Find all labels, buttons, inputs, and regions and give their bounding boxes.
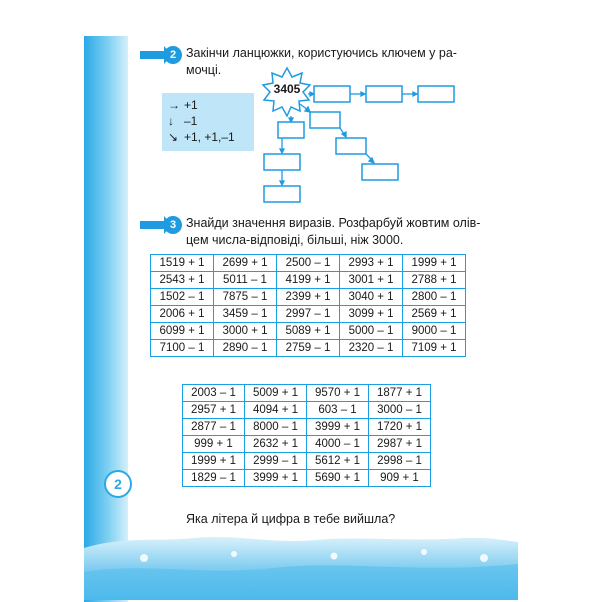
expressions-table-1 (150, 254, 466, 357)
expressions-table-2 (182, 384, 431, 487)
table-cell: 4000 – 1 (307, 436, 369, 453)
table-row (151, 323, 466, 340)
arrow-diagonal-icon: ↘ (168, 130, 179, 144)
chain-box (418, 86, 454, 102)
table-cell: 2800 – 1 (403, 289, 466, 306)
chain-box (366, 86, 402, 102)
blue-side-strip (84, 36, 128, 602)
table-cell: 2003 – 1 (183, 385, 245, 402)
table-cell: 2987 + 1 (369, 436, 431, 453)
table-cell: 2788 + 1 (403, 272, 466, 289)
task-3-text (186, 215, 480, 249)
table-row (183, 402, 431, 419)
table-row (183, 385, 431, 402)
key-box (162, 93, 254, 151)
arrow-down-icon: ↓ (168, 114, 174, 128)
table-cell: 1502 – 1 (151, 289, 214, 306)
key-row (168, 113, 254, 129)
table-cell: 7109 + 1 (403, 340, 466, 357)
table-row (151, 306, 466, 323)
table-cell: 2759 – 1 (277, 340, 340, 357)
arrow-right-icon: → (168, 98, 180, 112)
table-cell: 3099 + 1 (340, 306, 403, 323)
chain-box (336, 138, 366, 154)
table-cell: 2999 – 1 (245, 453, 307, 470)
table-cell: 2877 – 1 (183, 419, 245, 436)
table-row (183, 419, 431, 436)
table-cell: 5690 + 1 (307, 470, 369, 487)
table-cell: 3040 + 1 (340, 289, 403, 306)
chain-box (278, 122, 304, 138)
table-cell: 2500 – 1 (277, 255, 340, 272)
table-cell: 1999 + 1 (403, 255, 466, 272)
task-2-number: 2 (164, 46, 182, 64)
table-cell: 2998 – 1 (369, 453, 431, 470)
table-row (151, 289, 466, 306)
table-cell: 3001 + 1 (340, 272, 403, 289)
table-cell: 1829 – 1 (183, 470, 245, 487)
table-cell: 5011 – 1 (214, 272, 277, 289)
table-cell: 2006 + 1 (151, 306, 214, 323)
table-row (151, 255, 466, 272)
table-row (183, 453, 431, 470)
task-3-line-1: Знайди значення виразів. Розфарбуй жовтим олів- (186, 216, 481, 230)
table-cell: 6099 + 1 (151, 323, 214, 340)
table-cell: 4094 + 1 (245, 402, 307, 419)
table-cell: 8000 – 1 (245, 419, 307, 436)
task-3-number: 3 (164, 216, 182, 234)
table-cell: 2320 – 1 (340, 340, 403, 357)
chain-box (362, 164, 398, 180)
task-3-line-2: цем числа-відповіді, більші, ніж 3000. (186, 233, 404, 247)
table-cell: 9000 – 1 (403, 323, 466, 340)
table-cell: 1877 + 1 (369, 385, 431, 402)
table-cell: 5089 + 1 (277, 323, 340, 340)
chain-box (264, 154, 300, 170)
table-cell: 2957 + 1 (183, 402, 245, 419)
table-cell: 2993 + 1 (340, 255, 403, 272)
table-cell: 4199 + 1 (277, 272, 340, 289)
winter-landscape-illustration (84, 528, 518, 600)
table-row (151, 340, 466, 357)
key-row (168, 129, 254, 145)
chain-box (264, 186, 300, 202)
table-cell: 1519 + 1 (151, 255, 214, 272)
key-row (168, 97, 254, 113)
table-row (183, 436, 431, 453)
table-cell: 5612 + 1 (307, 453, 369, 470)
table-row (183, 470, 431, 487)
table-cell: 2569 + 1 (403, 306, 466, 323)
table-cell: 3000 + 1 (214, 323, 277, 340)
table-cell: 1720 + 1 (369, 419, 431, 436)
table-cell: 5000 – 1 (340, 323, 403, 340)
table-cell: 7100 – 1 (151, 340, 214, 357)
chain-box (314, 86, 350, 102)
table-cell: 3999 + 1 (245, 470, 307, 487)
task-2-line-1: Закінчи ланцюжки, користуючись ключем у ра- (186, 46, 457, 60)
table-cell: 3000 – 1 (369, 402, 431, 419)
table-cell: 2632 + 1 (245, 436, 307, 453)
table-cell: 2890 – 1 (214, 340, 277, 357)
table-cell: 2997 – 1 (277, 306, 340, 323)
table-cell: 7875 – 1 (214, 289, 277, 306)
task-2-line-2: мочці. (186, 63, 222, 77)
table-cell: 2543 + 1 (151, 272, 214, 289)
page-number: 2 (104, 470, 132, 498)
key-rule: –1 (184, 114, 198, 128)
table-cell: 3999 + 1 (307, 419, 369, 436)
table-cell: 999 + 1 (183, 436, 245, 453)
start-number: 3405 (273, 82, 301, 96)
table-cell: 2399 + 1 (277, 289, 340, 306)
task-3-marker (140, 214, 182, 236)
table-cell: 9570 + 1 (307, 385, 369, 402)
table-cell: 909 + 1 (369, 470, 431, 487)
table-cell: 5009 + 1 (245, 385, 307, 402)
chain-box (310, 112, 340, 128)
table-cell: 1999 + 1 (183, 453, 245, 470)
table-cell: 2699 + 1 (214, 255, 277, 272)
table-cell: 603 – 1 (307, 402, 369, 419)
table-row (151, 272, 466, 289)
closing-question: Яка літера й цифра в тебе вийшла? (186, 512, 396, 526)
table-cell: 3459 – 1 (214, 306, 277, 323)
key-rule: +1, +1,–1 (184, 130, 235, 144)
key-rule: +1 (184, 98, 198, 112)
task-2-marker (140, 44, 182, 66)
